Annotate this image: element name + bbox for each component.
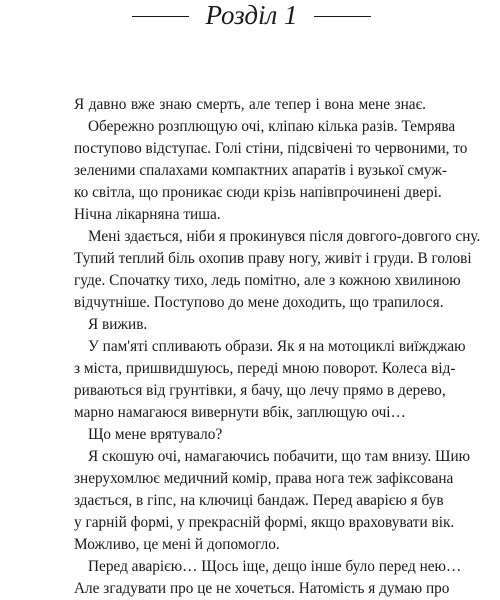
text-line: ко світла, що проникає сюди крізь напівпрочинені двері.	[74, 184, 442, 201]
chapter-header	[0, 0, 500, 30]
chapter-title: Розділ 1	[205, 0, 298, 30]
text-line: гуде. Спочатку тихо, ледь помітно, але з кожною хвилиною	[74, 272, 461, 289]
text-line: Обережно розплющую очі, кліпаю кілька разів. Темрява	[88, 118, 456, 135]
text-line: Я вижив.	[88, 316, 148, 333]
text-line: здається, в гіпс, на ключиці бандаж. Перед аварією я був	[74, 492, 444, 509]
text-line: Можливо, це мені й допомогло.	[74, 536, 280, 553]
text-line: Тупий теплий біль охопив праву ногу, живіт і груди. В голові	[74, 250, 472, 267]
text-line: Я скошую очі, намагаючись побачити, що там внизу. Шию	[88, 448, 471, 465]
text-line: Що мене врятувало?	[88, 426, 223, 443]
text-line: Мені здається, ніби я прокинувся після довгого-довгого сну.	[88, 228, 481, 245]
text-line: з міста, пришвидшуюсь, переді мною поворот. Колеса від-	[74, 360, 456, 377]
text-line: риваються від грунтівки, я бачу, що лечу прямо в дерево,	[74, 382, 446, 399]
text-line: у гарній формі, у прекрасній формі, якщо враховувати вік.	[74, 514, 455, 531]
text-line: марно намагаюся вивернути вбік, заплющую очі…	[74, 404, 406, 421]
text-line: У пам'яті спливають образи. Як я на мотоциклі виїжджаю	[88, 338, 466, 355]
header-rule-left	[132, 16, 189, 17]
text-line: відчутніше. Поступово до мене доходить, що трапилося.	[74, 294, 444, 311]
text-line: зеленими спалахами компактних апаратів і вузької смуж-	[74, 162, 447, 179]
text-line: знерухомлює медичний комір, права нога теж зафіксована	[74, 470, 454, 487]
text-line: поступово відступає. Голі стіни, підсвічені то червоними, то	[74, 140, 468, 157]
text-line: Перед аварією… Щось іще, дещо інше було перед нею…	[88, 558, 462, 575]
text-line: Я давно вже знаю смерть, але тепер і вона мене знає.	[74, 96, 426, 113]
text-line: Нічна лікарняна тиша.	[74, 206, 221, 223]
header-rule-right	[314, 16, 371, 17]
text-line: Але згадувати про це не хочеться. Натомість я думаю про	[74, 580, 450, 597]
